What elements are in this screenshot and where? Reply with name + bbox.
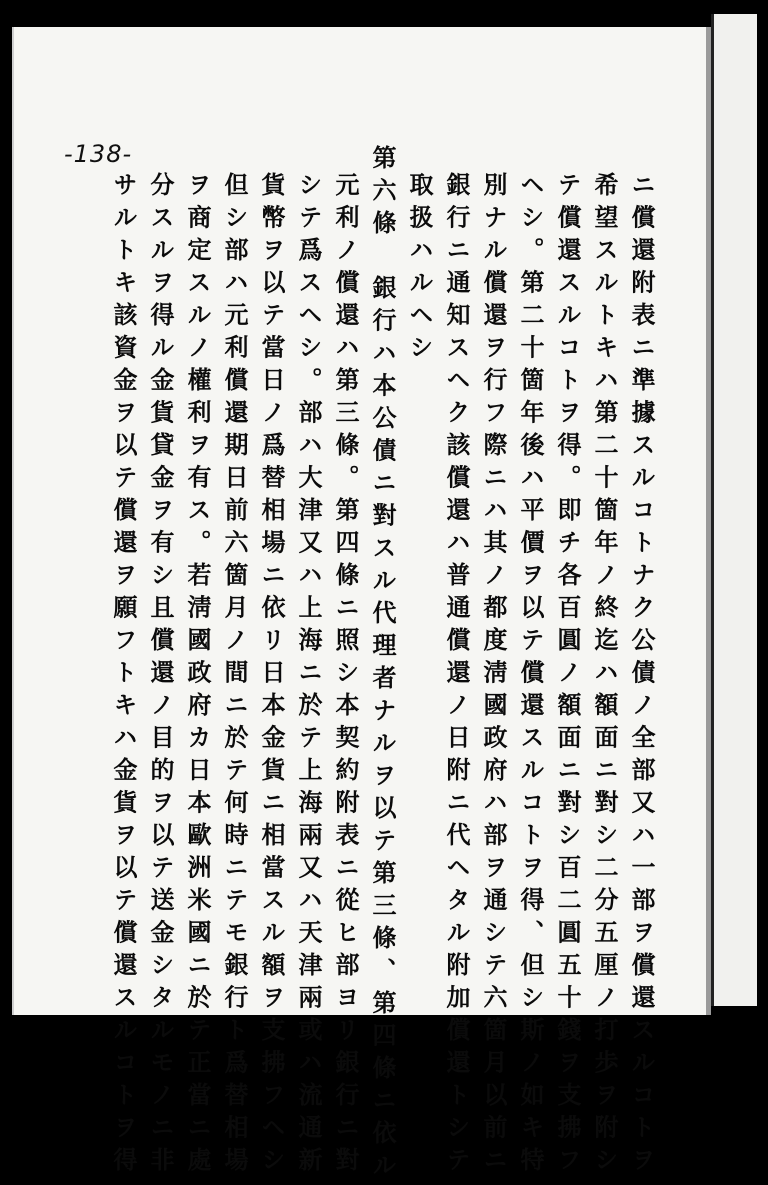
adjacent-page-edge xyxy=(711,14,757,1006)
text-column-1: ニ償還附表ニ準據スルコトナク公債ノ全部又ハ一部ヲ償還スルコトヲ xyxy=(627,172,656,1180)
text-column-10: シテ爲スヘシ。部ハ大津又ハ上海ニ於テ上海兩又ハ天津兩或ハ流通新 xyxy=(294,172,323,1180)
text-column-15: サルトキ該資金ヲ以テ償還ヲ願フトキハ金貨ヲ以テ償還スルコトヲ得 xyxy=(109,172,138,1180)
text-column-2: 希望スルトキハ第二十箇年ノ終迄ハ額面ニ對シ二分五厘ノ打歩ヲ附シ xyxy=(590,172,619,1180)
text-column-14: 分スルヲ得ル金貨貸金ヲ有シ且償還ノ目的ヲ以テ送金シタルモノニ非 xyxy=(146,172,175,1180)
text-column-7: 取扱ハルヘシ xyxy=(405,172,434,367)
text-column-12: 但シ部ハ元利償還期日前六箇月ノ間ニ於テ何時ニテモ銀行ト爲替相場 xyxy=(220,172,249,1180)
text-column-5: 別ナル償還ヲ行フ際ニハ其ノ都度淸國政府ハ部ヲ通シテ六箇月以前ニ xyxy=(479,172,508,1180)
text-column-11: 貨幣ヲ以テ當日ノ爲替相場ニ依リ日本金貨ニ相當スル額ヲ支拂フヘシ xyxy=(257,172,286,1180)
text-column-8: 第六條 銀行ハ本公債ニ對スル代理者ナルヲ以テ第三條、第四條ニ依ル xyxy=(368,145,397,1185)
text-column-13: ヲ商定スルノ權利ヲ有ス。若淸國政府カ日本歐洲米國ニ於テ正當ニ處 xyxy=(183,172,212,1180)
text-column-3: テ償還スルコトヲ得。即チ各百圓ノ額面ニ對シ百二圓五十錢ヲ支拂フ xyxy=(553,172,582,1180)
page-number: -138- xyxy=(64,140,133,168)
text-column-9: 元利ノ償還ハ第三條。第四條ニ照シ本契約附表ニ從ヒ部ヨリ銀行ニ對 xyxy=(331,172,360,1180)
text-column-6: 銀行ニ通知スヘク該償還ハ普通償還ノ日附ニ代ヘタル附加償還トシテ xyxy=(442,172,471,1180)
text-column-4: ヘシ。第二十箇年後ハ平價ヲ以テ償還スルコトヲ得、但シ斯ノ如キ特 xyxy=(516,172,545,1180)
